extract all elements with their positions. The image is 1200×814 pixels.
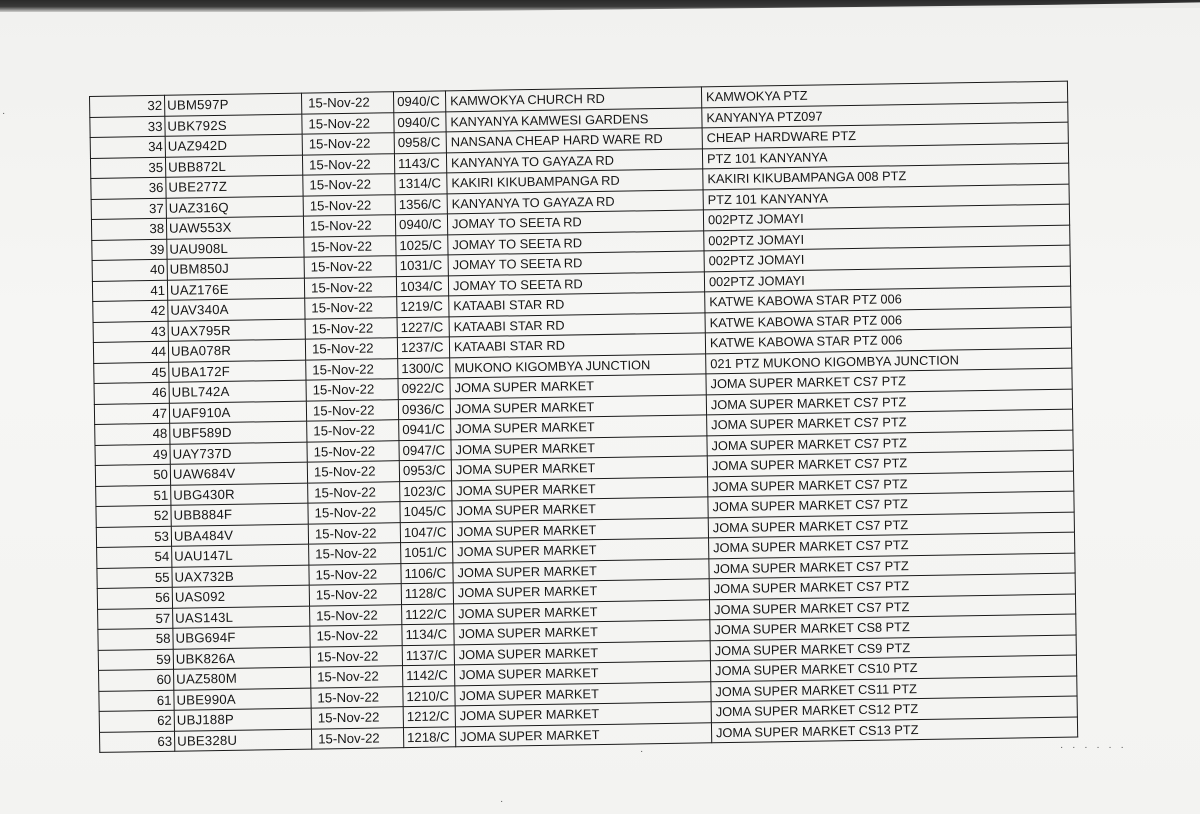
row-number-cell: 41: [92, 280, 167, 302]
record-date-cell: 15-Nov-22: [305, 297, 397, 319]
camera-site-cell: PTZ 101 KANYANYA: [702, 143, 1068, 169]
row-number-cell: 34: [90, 136, 165, 158]
camera-site-cell: JOMA SUPER MARKET CS10 PTZ: [710, 655, 1076, 681]
plate-number-cell: UBA484V: [171, 524, 308, 547]
location-name-cell: JOMAY TO SEETA RD: [447, 210, 703, 235]
camera-site-cell: KATWE KABOWA STAR PTZ 006: [705, 327, 1071, 353]
record-date-cell: 15-Nov-22: [307, 461, 399, 483]
record-code-cell: 1128/C: [401, 583, 453, 604]
record-code-cell: 0941/C: [399, 419, 451, 440]
row-number-cell: 35: [90, 157, 165, 179]
record-code-cell: 0953/C: [399, 460, 451, 481]
record-date-cell: 15-Nov-22: [310, 645, 402, 667]
location-name-cell: KANYANYA KAMWESI GARDENS: [446, 107, 702, 132]
plate-number-cell: UBB872L: [165, 155, 302, 178]
record-code-cell: 1137/C: [402, 644, 454, 665]
camera-site-cell: 002PTZ JOMAYI: [704, 266, 1070, 292]
location-name-cell: JOMA SUPER MARKET: [453, 558, 709, 583]
record-date-cell: 15-Nov-22: [309, 584, 401, 606]
record-date-cell: 15-Nov-22: [309, 543, 401, 565]
row-number-cell: 36: [91, 177, 166, 199]
record-date-cell: 15-Nov-22: [304, 276, 396, 298]
row-number-cell: 48: [95, 423, 170, 445]
record-code-cell: 0940/C: [393, 91, 445, 112]
plate-number-cell: UBK792S: [165, 114, 302, 137]
record-code-cell: 1219/C: [397, 296, 449, 317]
plate-number-cell: UAZ176E: [167, 278, 304, 301]
camera-site-cell: KATWE KABOWA STAR PTZ 006: [705, 286, 1071, 312]
location-name-cell: JOMA SUPER MARKET: [455, 702, 711, 727]
row-number-cell: 54: [97, 546, 172, 568]
plate-number-cell: UBF589D: [170, 421, 307, 444]
record-code-cell: 1237/C: [397, 337, 449, 358]
row-number-cell: 39: [92, 239, 167, 261]
record-code-cell: 1045/C: [400, 501, 452, 522]
plate-number-cell: UAZ942D: [165, 134, 302, 157]
camera-site-cell: CHEAP HARDWARE PTZ: [702, 122, 1068, 148]
plate-number-cell: UBG694F: [173, 626, 310, 649]
camera-site-cell: JOMA SUPER MARKET CS7 PTZ: [708, 491, 1074, 517]
camera-site-cell: JOMA SUPER MARKET CS7 PTZ: [709, 532, 1075, 558]
plate-number-cell: UBA172F: [169, 360, 306, 383]
row-number-cell: 43: [93, 321, 168, 343]
camera-site-cell: JOMA SUPER MARKET CS7 PTZ: [707, 409, 1073, 435]
row-number-cell: 37: [91, 198, 166, 220]
plate-number-cell: UAF910A: [169, 401, 306, 424]
camera-site-cell: 002PTZ JOMAYI: [703, 204, 1069, 230]
plate-number-cell: UBM597P: [164, 93, 301, 116]
plate-number-cell: UBE990A: [174, 688, 311, 711]
camera-site-cell: PTZ 101 KANYANYA: [703, 184, 1069, 210]
location-name-cell: JOMA SUPER MARKET: [451, 435, 707, 460]
table-body: [90, 81, 1078, 752]
record-date-cell: 15-Nov-22: [307, 420, 399, 442]
location-name-cell: JOMA SUPER MARKET: [451, 456, 707, 481]
row-number-cell: 61: [99, 690, 174, 712]
record-date-cell: 15-Nov-22: [302, 153, 394, 175]
camera-site-cell: KAMWOKYA PTZ: [701, 81, 1067, 107]
record-date-cell: 15-Nov-22: [308, 522, 400, 544]
location-name-cell: JOMA SUPER MARKET: [452, 517, 708, 542]
camera-site-cell: JOMA SUPER MARKET CS8 PTZ: [710, 614, 1076, 640]
plate-number-cell: UAS092: [172, 585, 309, 608]
camera-site-cell: JOMA SUPER MARKET CS7 PTZ: [707, 450, 1073, 476]
record-code-cell: 0936/C: [398, 398, 450, 419]
location-name-cell: JOMA SUPER MARKET: [454, 620, 710, 645]
record-code-cell: 1034/C: [396, 275, 448, 296]
row-number-cell: 49: [95, 444, 170, 466]
camera-site-cell: KATWE KABOWA STAR PTZ 006: [705, 307, 1071, 333]
camera-site-cell: JOMA SUPER MARKET CS9 PTZ: [710, 635, 1076, 661]
record-code-cell: 1023/C: [400, 480, 452, 501]
location-name-cell: JOMAY TO SEETA RD: [448, 230, 704, 255]
record-date-cell: 15-Nov-22: [308, 502, 400, 524]
location-name-cell: KATAABI STAR RD: [449, 333, 705, 358]
plate-number-cell: UBE277Z: [166, 175, 303, 198]
record-code-cell: 1047/C: [400, 521, 452, 542]
row-number-cell: 42: [93, 300, 168, 322]
record-date-cell: 15-Nov-22: [304, 256, 396, 278]
location-name-cell: JOMA SUPER MARKET: [453, 538, 709, 563]
record-code-cell: 1051/C: [401, 542, 453, 563]
record-code-cell: 1143/C: [394, 152, 446, 173]
plate-number-cell: UBE328U: [174, 729, 311, 752]
record-date-cell: 15-Nov-22: [303, 194, 395, 216]
location-name-cell: JOMA SUPER MARKET: [454, 599, 710, 624]
location-name-cell: JOMA SUPER MARKET: [452, 497, 708, 522]
location-name-cell: JOMA SUPER MARKET: [454, 640, 710, 665]
record-code-cell: 1300/C: [398, 357, 450, 378]
camera-site-cell: JOMA SUPER MARKET CS12 PTZ: [711, 696, 1077, 722]
row-number-cell: 44: [93, 341, 168, 363]
location-name-cell: KAKIRI KIKUBAMPANGA RD: [447, 169, 703, 194]
plate-number-cell: UAU147L: [172, 544, 309, 567]
camera-site-cell: JOMA SUPER MARKET CS7 PTZ: [708, 471, 1074, 497]
row-number-cell: 53: [96, 526, 171, 548]
scan-speck: ·: [2, 108, 6, 119]
scan-speck: · · · · · ·: [1060, 742, 1127, 753]
record-date-cell: 15-Nov-22: [303, 215, 395, 237]
plate-number-cell: UAS143L: [173, 606, 310, 629]
record-code-cell: 1106/C: [401, 562, 453, 583]
plate-number-cell: UAZ316Q: [166, 196, 303, 219]
location-name-cell: KATAABI STAR RD: [449, 312, 705, 337]
location-name-cell: KANYANYA TO GAYAZA RD: [447, 189, 703, 214]
record-date-cell: 15-Nov-22: [305, 317, 397, 339]
record-date-cell: 15-Nov-22: [310, 625, 402, 647]
record-date-cell: 15-Nov-22: [310, 666, 402, 688]
location-name-cell: NANSANA CHEAP HARD WARE RD: [446, 128, 702, 153]
row-number-cell: 55: [97, 567, 172, 589]
camera-site-cell: JOMA SUPER MARKET CS13 PTZ: [711, 717, 1077, 743]
record-code-cell: 0940/C: [394, 111, 446, 132]
camera-site-cell: JOMA SUPER MARKET CS7 PTZ: [706, 368, 1072, 394]
row-number-cell: 32: [90, 95, 165, 117]
record-code-cell: 0958/C: [394, 132, 446, 153]
plate-number-cell: UAW553X: [166, 216, 303, 239]
record-date-cell: 15-Nov-22: [311, 707, 403, 729]
camera-site-cell: JOMA SUPER MARKET CS7 PTZ: [708, 512, 1074, 538]
record-code-cell: 1212/C: [403, 706, 455, 727]
scan-speck: ·: [640, 746, 644, 757]
location-name-cell: JOMA SUPER MARKET: [452, 476, 708, 501]
record-date-cell: 15-Nov-22: [311, 686, 403, 708]
row-number-cell: 33: [90, 116, 165, 138]
plate-number-cell: UAX732B: [172, 565, 309, 588]
location-name-cell: KATAABI STAR RD: [449, 292, 705, 317]
row-number-cell: 38: [91, 218, 166, 240]
record-code-cell: 0940/C: [395, 214, 447, 235]
row-number-cell: 59: [98, 649, 173, 671]
record-code-cell: 1227/C: [397, 316, 449, 337]
plate-number-cell: UBG430R: [171, 483, 308, 506]
record-date-cell: 15-Nov-22: [302, 112, 394, 134]
record-date-cell: 15-Nov-22: [302, 133, 394, 155]
camera-site-cell: 002PTZ JOMAYI: [704, 245, 1070, 271]
camera-site-cell: 002PTZ JOMAYI: [704, 225, 1070, 251]
vehicle-records-table: [89, 81, 1078, 753]
record-code-cell: 0922/C: [398, 378, 450, 399]
record-date-cell: 15-Nov-22: [303, 174, 395, 196]
record-date-cell: 15-Nov-22: [310, 604, 402, 626]
plate-number-cell: UAZ580M: [174, 667, 311, 690]
camera-site-cell: JOMA SUPER MARKET CS7 PTZ: [709, 553, 1075, 579]
location-name-cell: KANYANYA TO GAYAZA RD: [446, 148, 702, 173]
record-code-cell: 1031/C: [396, 255, 448, 276]
scan-speck: ·: [500, 796, 504, 807]
camera-site-cell: KAKIRI KIKUBAMPANGA 008 PTZ: [703, 163, 1069, 189]
plate-number-cell: UBK826A: [173, 647, 310, 670]
location-name-cell: JOMA SUPER MARKET: [453, 579, 709, 604]
record-code-cell: 1142/C: [402, 665, 454, 686]
location-name-cell: JOMA SUPER MARKET: [450, 394, 706, 419]
row-number-cell: 40: [92, 259, 167, 281]
plate-number-cell: UBB884F: [171, 503, 308, 526]
camera-site-cell: 021 PTZ MUKONO KIGOMBYA JUNCTION: [706, 348, 1072, 374]
row-number-cell: 60: [99, 669, 174, 691]
row-number-cell: 58: [98, 628, 173, 650]
row-number-cell: 52: [96, 505, 171, 527]
row-number-cell: 47: [94, 403, 169, 425]
location-name-cell: JOMAY TO SEETA RD: [448, 271, 704, 296]
camera-site-cell: KANYANYA PTZ097: [702, 102, 1068, 128]
location-name-cell: JOMA SUPER MARKET: [450, 374, 706, 399]
location-name-cell: KAMWOKYA CHURCH RD: [445, 87, 701, 112]
plate-number-cell: UAY737D: [170, 442, 307, 465]
record-date-cell: 15-Nov-22: [301, 92, 393, 114]
location-name-cell: JOMA SUPER MARKET: [451, 415, 707, 440]
plate-number-cell: UAU908L: [167, 237, 304, 260]
location-name-cell: MUKONO KIGOMBYA JUNCTION: [450, 353, 706, 378]
record-date-cell: 15-Nov-22: [309, 563, 401, 585]
record-date-cell: 15-Nov-22: [308, 481, 400, 503]
plate-number-cell: UBL742A: [169, 380, 306, 403]
plate-number-cell: UAV340A: [168, 298, 305, 321]
camera-site-cell: JOMA SUPER MARKET CS7 PTZ: [707, 430, 1073, 456]
record-date-cell: 15-Nov-22: [306, 358, 398, 380]
plate-number-cell: UAW684V: [170, 462, 307, 485]
record-date-cell: 15-Nov-22: [307, 440, 399, 462]
row-number-cell: 45: [94, 362, 169, 384]
record-code-cell: 1314/C: [395, 173, 447, 194]
location-name-cell: JOMA SUPER MARKET: [455, 681, 711, 706]
record-code-cell: 1218/C: [403, 726, 455, 747]
record-date-cell: 15-Nov-22: [306, 379, 398, 401]
plate-number-cell: UBJ188P: [174, 708, 311, 731]
record-date-cell: 15-Nov-22: [306, 399, 398, 421]
camera-site-cell: JOMA SUPER MARKET CS11 PTZ: [711, 676, 1077, 702]
record-code-cell: 1356/C: [395, 193, 447, 214]
record-date-cell: 15-Nov-22: [311, 727, 403, 749]
plate-number-cell: UAX795R: [168, 319, 305, 342]
camera-site-cell: JOMA SUPER MARKET CS7 PTZ: [709, 594, 1075, 620]
plate-number-cell: UBA078R: [168, 339, 305, 362]
camera-site-cell: JOMA SUPER MARKET CS7 PTZ: [706, 389, 1072, 415]
row-number-cell: 63: [99, 731, 174, 753]
location-name-cell: JOMAY TO SEETA RD: [448, 251, 704, 276]
row-number-cell: 51: [96, 485, 171, 507]
plate-number-cell: UBM850J: [167, 257, 304, 280]
location-name-cell: JOMA SUPER MARKET: [455, 722, 711, 747]
record-code-cell: 1134/C: [402, 624, 454, 645]
camera-site-cell: JOMA SUPER MARKET CS7 PTZ: [709, 573, 1075, 599]
location-name-cell: JOMA SUPER MARKET: [454, 661, 710, 686]
vehicle-records-sheet: [89, 81, 1078, 798]
record-code-cell: 0947/C: [399, 439, 451, 460]
row-number-cell: 50: [95, 464, 170, 486]
row-number-cell: 56: [97, 587, 172, 609]
row-number-cell: 62: [99, 710, 174, 732]
row-number-cell: 57: [98, 608, 173, 630]
record-code-cell: 1210/C: [403, 685, 455, 706]
record-code-cell: 1025/C: [396, 234, 448, 255]
row-number-cell: 46: [94, 382, 169, 404]
record-date-cell: 15-Nov-22: [304, 235, 396, 257]
record-date-cell: 15-Nov-22: [305, 338, 397, 360]
record-code-cell: 1122/C: [402, 603, 454, 624]
